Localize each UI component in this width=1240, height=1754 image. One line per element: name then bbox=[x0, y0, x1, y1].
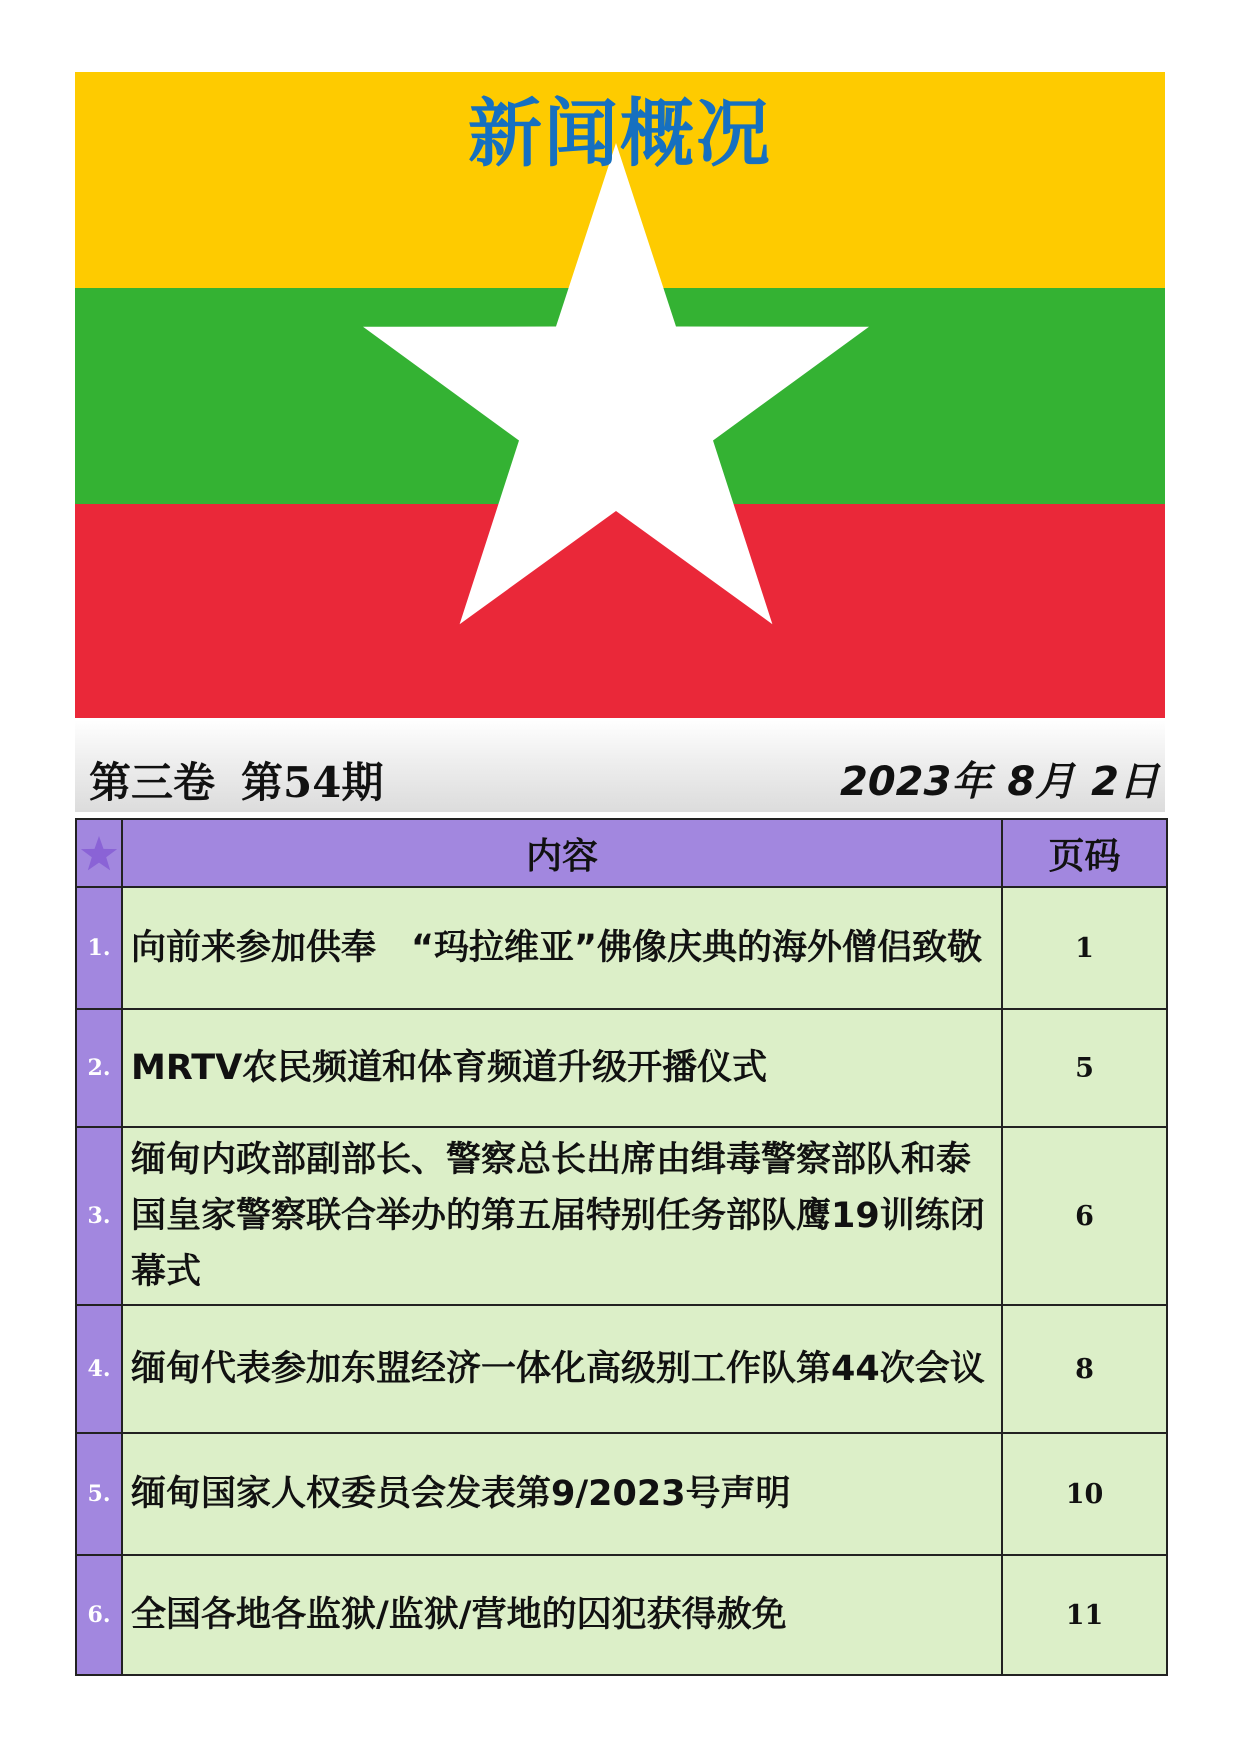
flag-banner bbox=[75, 72, 1165, 718]
item-title[interactable]: MRTV农民频道和体育频道升级开播仪式 bbox=[122, 1009, 1002, 1127]
item-number: 6. bbox=[76, 1555, 122, 1675]
item-number: 5. bbox=[76, 1433, 122, 1555]
item-title[interactable]: 缅甸代表参加东盟经济一体化高级别工作队第44次会议 bbox=[122, 1305, 1002, 1433]
item-number: 3. bbox=[76, 1127, 122, 1305]
item-page: 5 bbox=[1002, 1009, 1167, 1127]
item-number: 4. bbox=[76, 1305, 122, 1433]
contents-table bbox=[75, 818, 1168, 1676]
item-title[interactable]: 缅甸内政部副部长、警察总长出席由缉毒警察部队和泰国皇家警察联合举办的第五届特别任务部队鹰19训练闭幕式 bbox=[122, 1127, 1002, 1305]
issue-number: 第54期 bbox=[241, 758, 384, 807]
contents-header-row bbox=[76, 819, 1167, 887]
contents-row[interactable] bbox=[76, 1127, 1167, 1305]
issue-volume: 第三卷 bbox=[89, 758, 216, 807]
header-star-cell bbox=[76, 819, 122, 887]
contents-row[interactable] bbox=[76, 1433, 1167, 1555]
banner-title: 新闻概况 bbox=[468, 91, 772, 177]
issue-bar bbox=[75, 720, 1165, 812]
header-page: 页码 bbox=[1002, 819, 1167, 887]
item-title[interactable]: 全国各地各监狱/监狱/营地的囚犯获得赦免 bbox=[122, 1555, 1002, 1675]
item-page: 10 bbox=[1002, 1433, 1167, 1555]
issue-date bbox=[840, 750, 1159, 807]
item-number: 1. bbox=[76, 887, 122, 1009]
contents-row[interactable] bbox=[76, 1009, 1167, 1127]
issue-year: 2023年 bbox=[839, 759, 992, 805]
header-content: 内容 bbox=[122, 819, 1002, 887]
star-icon bbox=[79, 833, 119, 873]
item-page: 1 bbox=[1002, 887, 1167, 1009]
item-page: 11 bbox=[1002, 1555, 1167, 1675]
issue-day: 2日 bbox=[1091, 759, 1159, 805]
item-page: 6 bbox=[1002, 1127, 1167, 1305]
item-title[interactable]: 缅甸国家人权委员会发表第9/2023号声明 bbox=[122, 1433, 1002, 1555]
issue-volume-number bbox=[89, 750, 383, 810]
contents-row[interactable] bbox=[76, 887, 1167, 1009]
item-page: 8 bbox=[1002, 1305, 1167, 1433]
issue-month: 8月 bbox=[1007, 759, 1076, 805]
item-number: 2. bbox=[76, 1009, 122, 1127]
item-title[interactable]: 向前来参加供奉 “玛拉维亚”佛像庆典的海外僧侣致敬 bbox=[122, 887, 1002, 1009]
contents-row[interactable] bbox=[76, 1555, 1167, 1675]
contents-row[interactable] bbox=[76, 1305, 1167, 1433]
